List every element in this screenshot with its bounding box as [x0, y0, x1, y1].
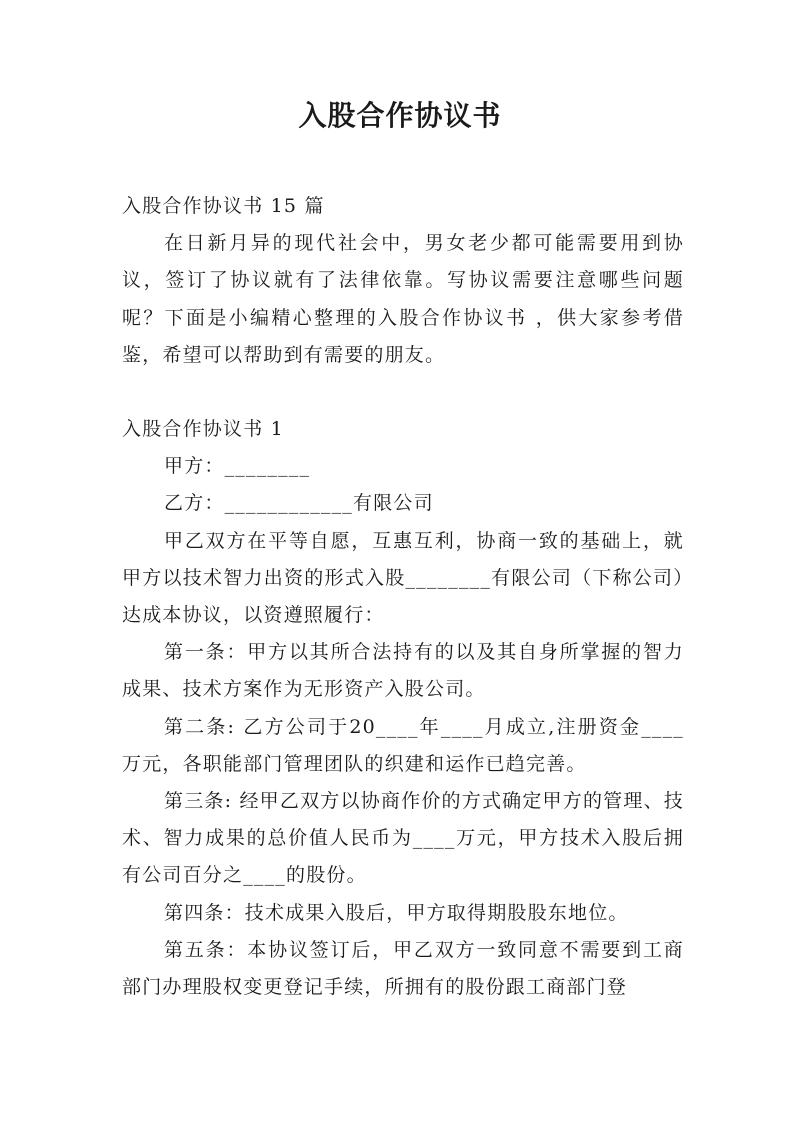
article-5: 第五条：本协议签订后，甲乙双方一致同意不需要到工商部门办理股权变更登记手续，所拥有的股份跟工商部门登	[122, 938, 684, 999]
article-2: 第二条: 乙方公司于20____年____月成立,注册资金____万元，各职能部门管理团队的织建和运作已趋完善。	[122, 715, 684, 775]
document-body	[122, 188, 684, 1006]
paragraph-spacer	[122, 374, 684, 411]
intro-paragraph: 在日新月异的现代社会中，男女老少都可能需要用到协议，签订了协议就有了法律依靠。写协议需要注意哪些问题呢？下面是小编精心整理的入股合作协议书 ，供大家参考借鉴，希望可以帮助到有需要的朋友。	[122, 232, 684, 366]
document-subtitle: 入股合作协议书 15 篇	[122, 195, 325, 217]
preamble-paragraph: 甲乙双方在平等自愿，互惠互利，协商一致的基础上，就甲方以技术智力出资的形式入股________有限公司（下称公司）达成本协议，以资遵照履行：	[122, 529, 684, 627]
party-a-line: 甲方：________	[164, 455, 311, 478]
article-3: 第三条: 经甲乙双方以协商作价的方式确定甲方的管理、技术、智力成果的总价值人民币为____万元，甲方技术入股后拥有公司百分之____的股份。	[122, 790, 684, 887]
section-heading: 入股合作协议书 1	[122, 418, 284, 441]
article-4: 第四条：技术成果入股后，甲方取得期股股东地位。	[164, 901, 629, 924]
party-b-line: 乙方：____________有限公司	[164, 492, 434, 515]
article-1: 第一条：甲方以其所合法持有的以及其自身所掌握的智力成果、技术方案作为无形资产入股公司。	[122, 641, 684, 701]
page-title: 入股合作协议书	[298, 99, 502, 132]
